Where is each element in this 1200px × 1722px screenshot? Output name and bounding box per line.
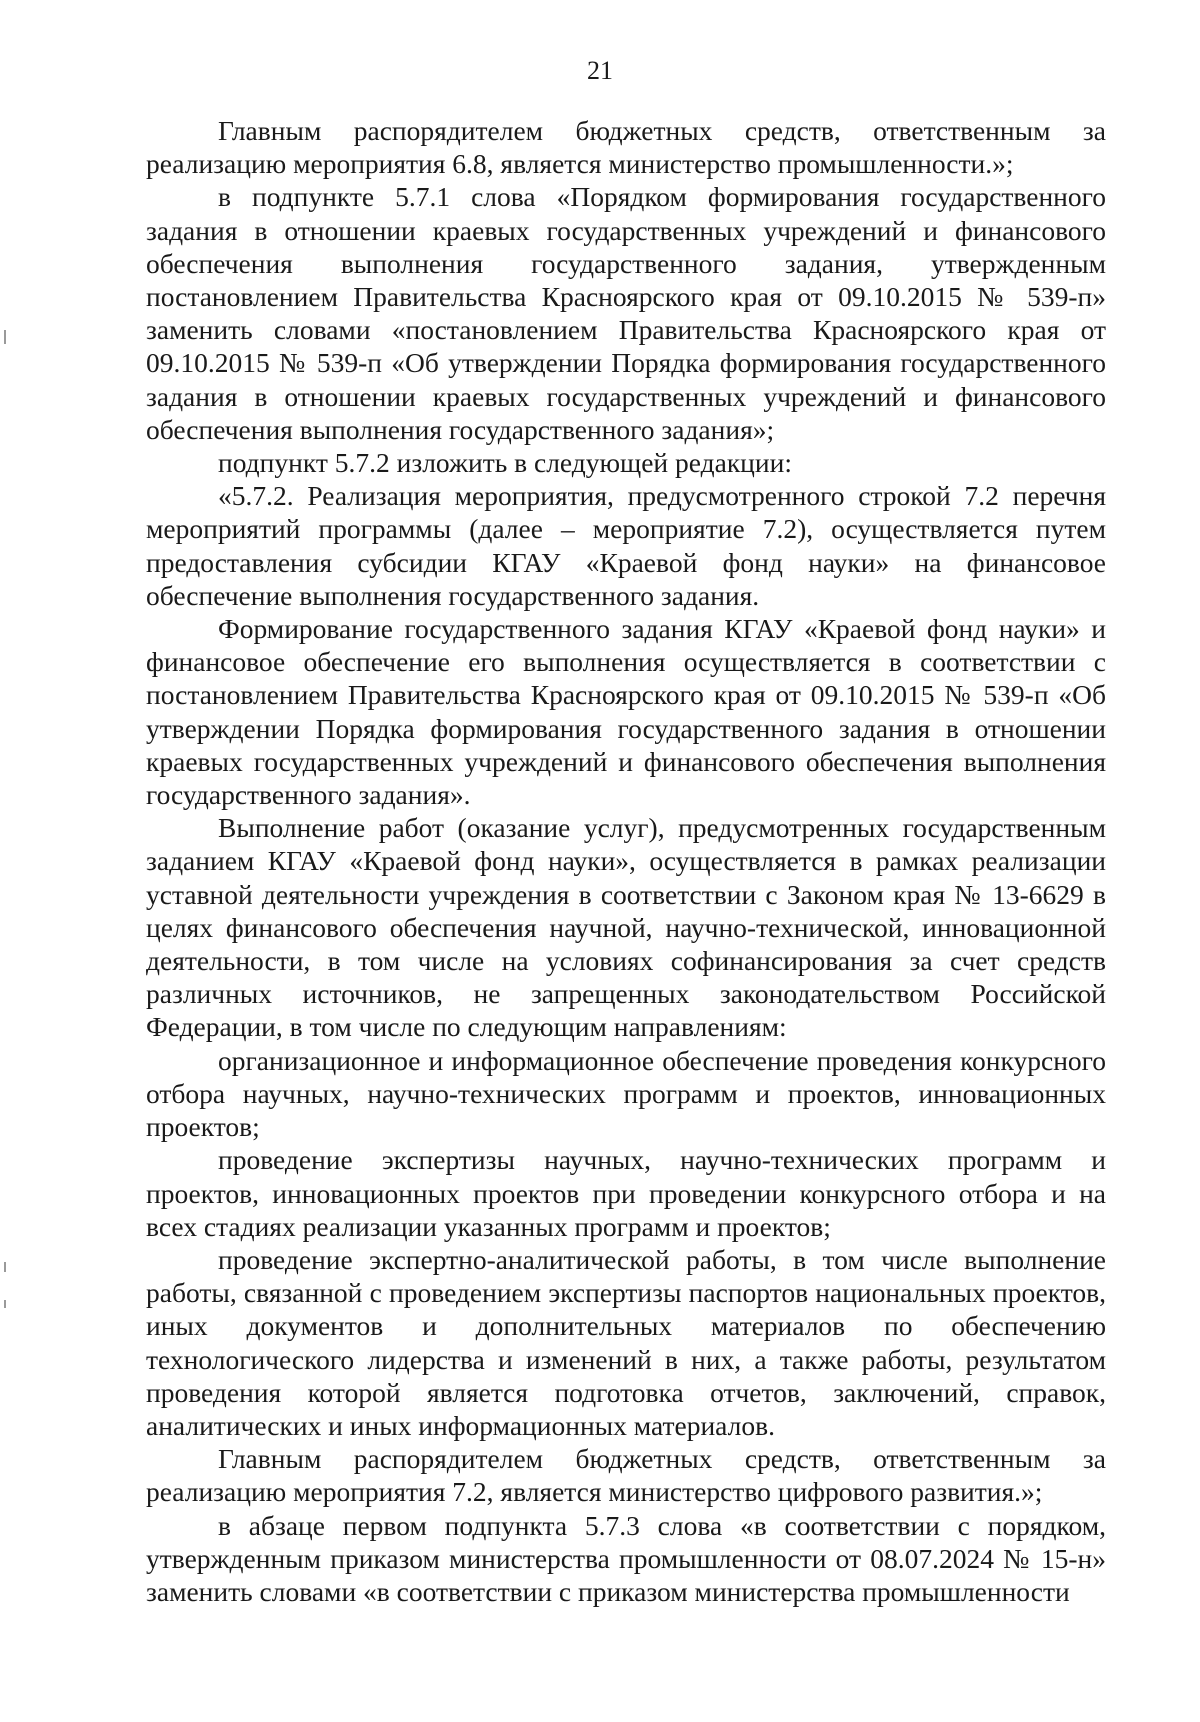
paragraph: Главным распорядителем бюджетных средств, ответственным за реализацию мероприятия 7.2, является министерство цифрового развития.»; xyxy=(146,1443,1106,1508)
document-body xyxy=(146,114,1106,1608)
paragraph: «5.7.2. Реализация мероприятия, предусмотренного строкой 7.2 перечня мероприятий программы (далее – мероприятие 7.2), осуществляется путем предоставления субсидии КГАУ «Краевой фонд науки» на финансовое обеспечение выполнения государственного задания. xyxy=(146,480,1106,611)
scan-edge-mark xyxy=(4,330,6,344)
scan-edge-mark xyxy=(4,1262,6,1272)
paragraph: проведение экспертно-аналитической работы, в том числе выполнение работы, связанной с проведением экспертизы паспортов национальных проектов, иных документов и дополнительных материалов по обеспечению технологического лидерства и изменений в них, а также работы, результатом проведения которой является подготовка отчетов, заключений, справок, аналитических и иных информационных материалов. xyxy=(146,1243,1106,1441)
paragraph: Формирование государственного задания КГАУ «Краевой фонд науки» и финансовое обеспечение его выполнения осуществляется в соответствии с постановлением Правительства Красноярского края от 09.10.2015 № 539-п «Об утверждении Порядка формирования государственного задания в отношении краевых государственных учреждений и финансового обеспечения выполнения государственного задания». xyxy=(146,613,1106,811)
paragraph: подпункт 5.7.2 изложить в следующей редакции: xyxy=(218,447,792,479)
paragraph: в подпункте 5.7.1 слова «Порядком формирования государственного задания в отношении краевых государственных учреждений и финансового обеспечения выполнения государственного задания, утвержденным постановлением Правительства Красноярского края от 09.10.2015 № 539-п» заменить словами «постановлением Правительства Красноярского края от 09.10.2015 № 539-п «Об утверждении Порядка формирования государственного задания в отношении краевых государственных учреждений и финансового обеспечения выполнения государственного задания»; xyxy=(146,181,1106,445)
paragraph: проведение экспертизы научных, научно-технических программ и проектов, инновационных проектов при проведении конкурсного отбора и на всех стадиях реализации указанных программ и проектов; xyxy=(146,1144,1106,1242)
paragraph: организационное и информационное обеспечение проведения конкурсного отбора научных, научно-технических программ и проектов, инновационных проектов; xyxy=(146,1044,1106,1143)
paragraph: Выполнение работ (оказание услуг), предусмотренных государственным заданием КГАУ «Краевой фонд науки», осуществляется в рамках реализации уставной деятельности учреждения в соответствии с Законом края № 13-6629 в целях финансового обеспечения научной, научно-технической, инновационной деятельности, в том числе на условиях софинансирования за счет средств различных источников, не запрещенных законодательством Российской Федерации, в том числе по следующим направлениям: xyxy=(146,812,1106,1043)
page-number: 21 xyxy=(587,56,613,85)
paragraph: в абзаце первом подпункта 5.7.3 слова «в соответствии с порядком, утвержденным приказом министерства промышленности от 08.07.2024 № 15-н» заменить словами «в соответствии с приказом министерства промышленности xyxy=(146,1509,1106,1607)
paragraph: Главным распорядителем бюджетных средств, ответственным за реализацию мероприятия 6.8, является министерство промышленности.»; xyxy=(146,115,1106,180)
scan-edge-mark xyxy=(4,1300,6,1308)
